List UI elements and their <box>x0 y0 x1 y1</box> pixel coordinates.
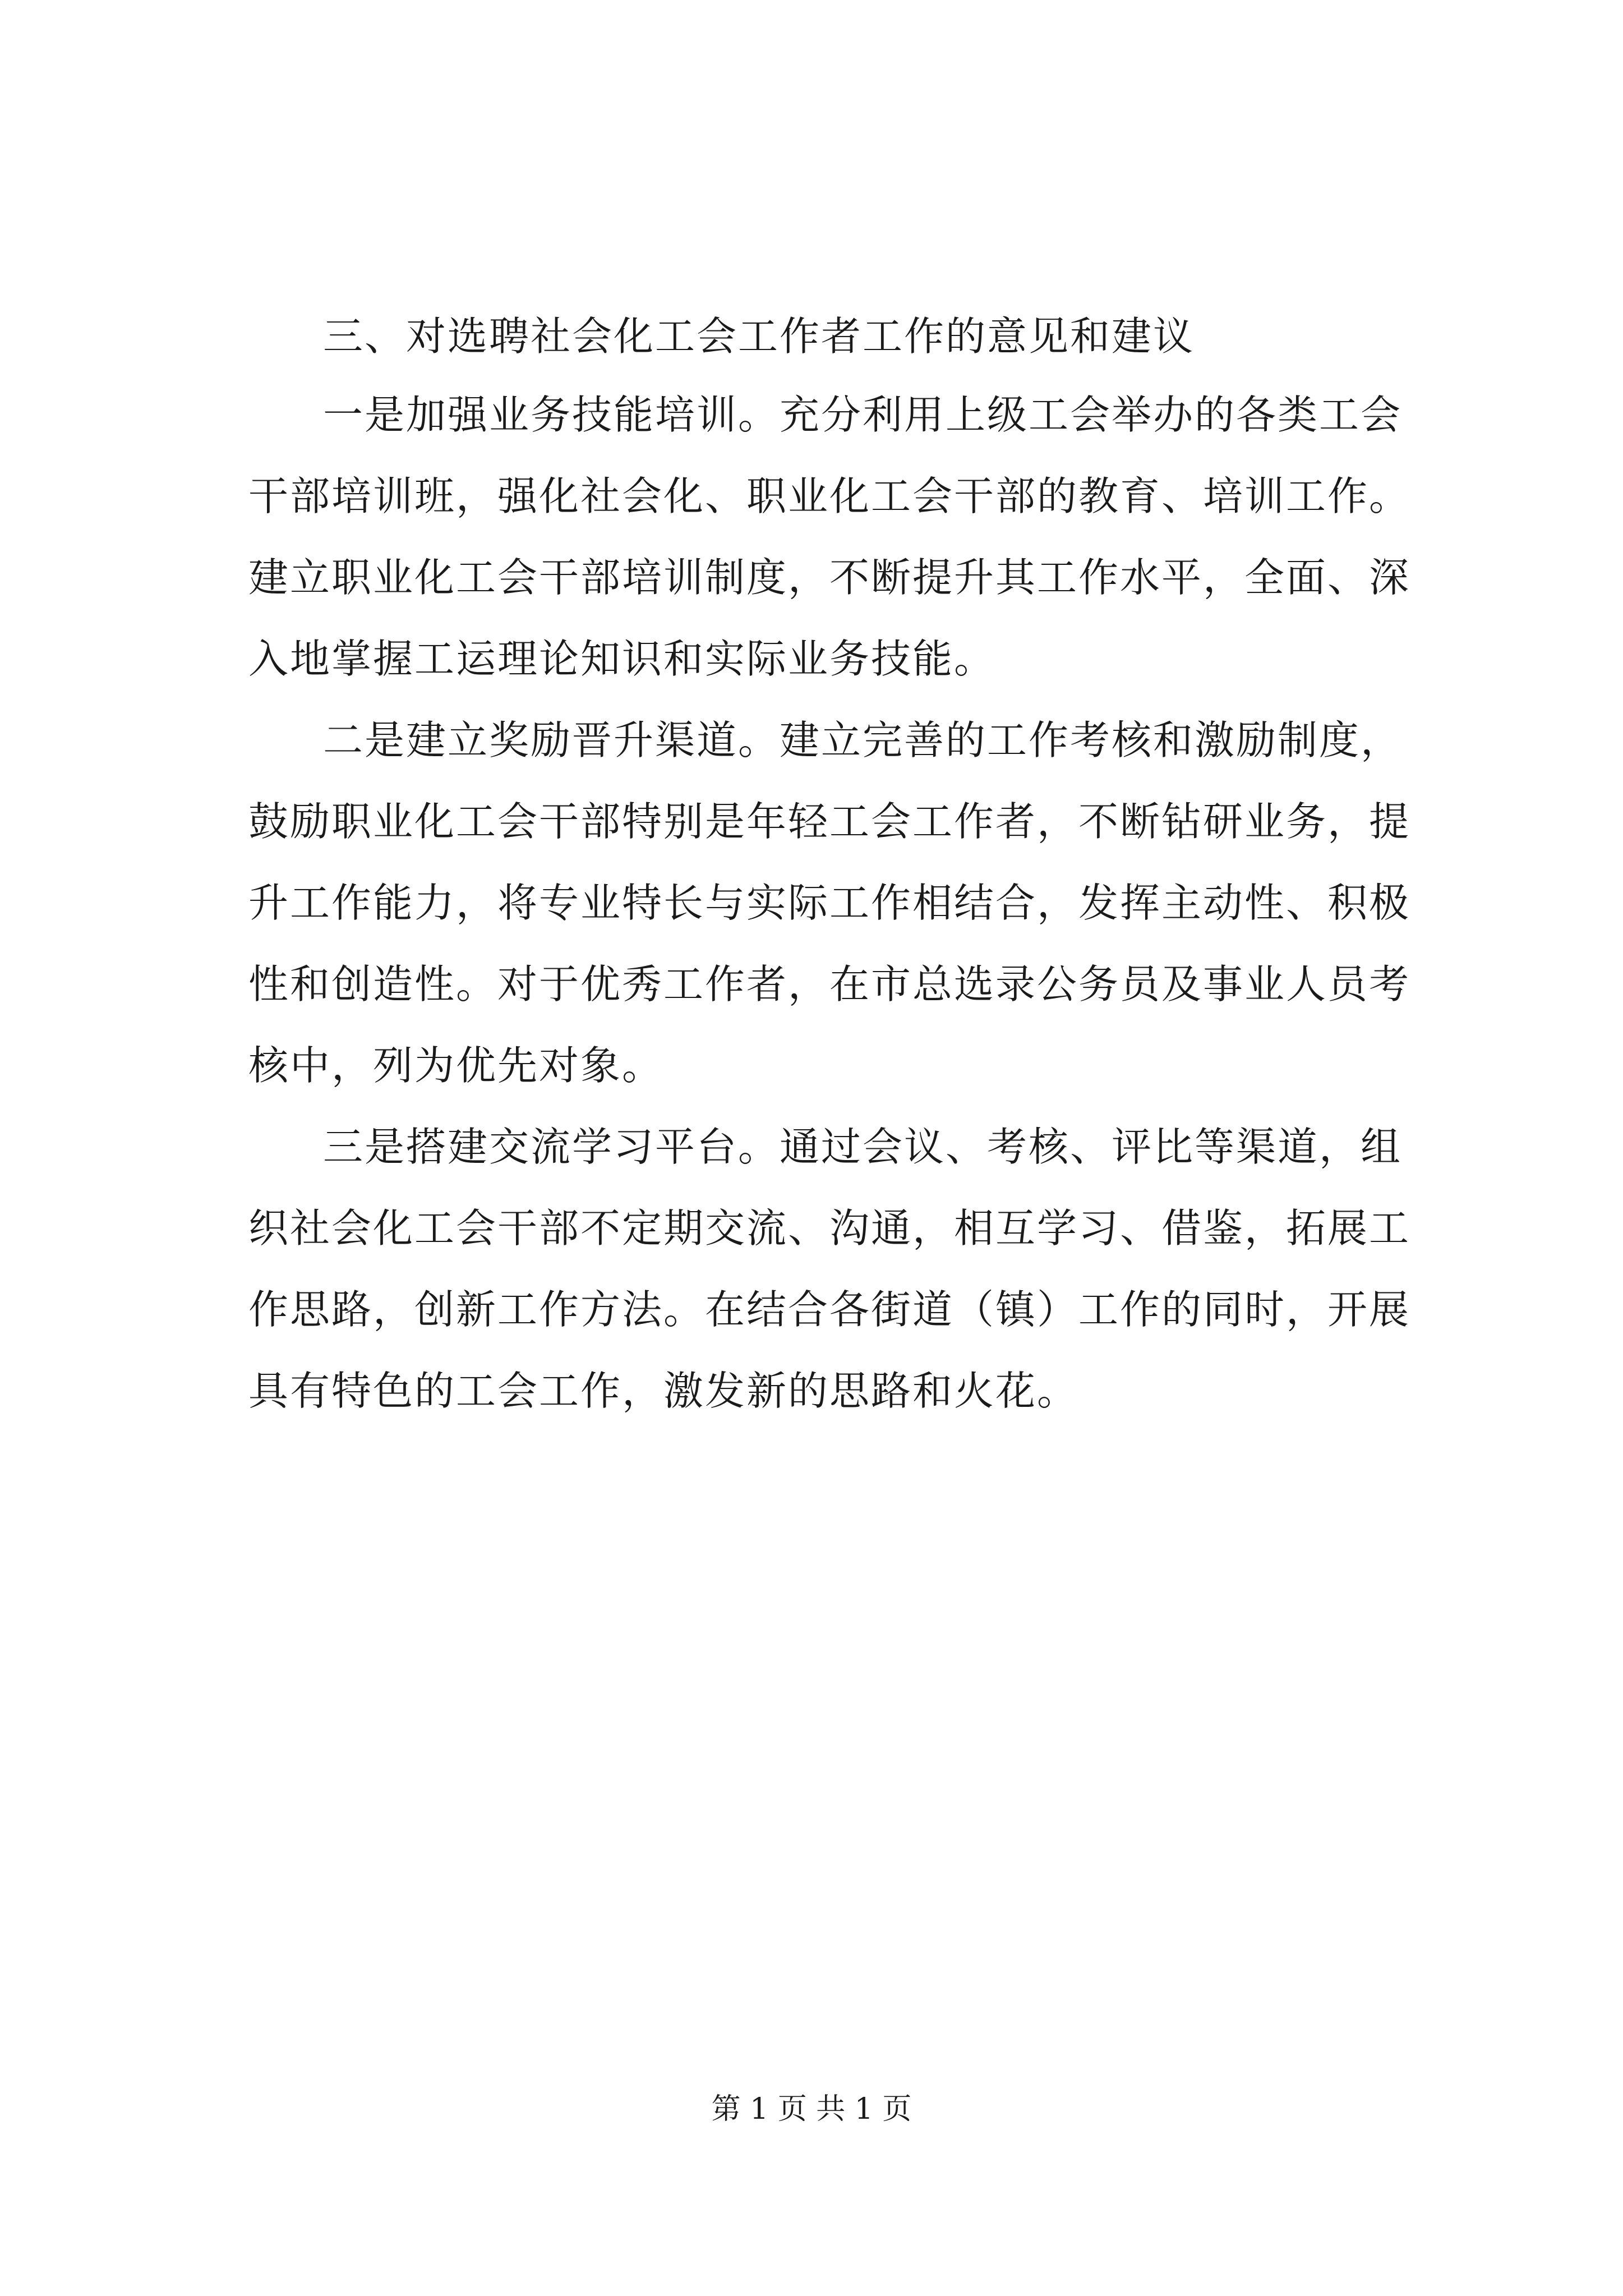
paragraph-1-line-4: 入地掌握工运理论知识和实际业务技能。 <box>248 636 996 682</box>
paragraph-3-line-4: 具有特色的工会工作，激发新的思路和火花。 <box>248 1368 1079 1414</box>
page-footer <box>0 2087 1623 2132</box>
paragraph-3-line-2: 织社会化工会干部不定期交流、沟通，相互学习、借鉴，拓展工 <box>248 1205 1411 1251</box>
paragraph-2-line-2: 鼓励职业化工会干部特别是年轻工会工作者，不断钻研业务，提 <box>248 798 1411 845</box>
paragraph-3-line-3: 作思路，创新工作方法。在结合各街道（镇）工作的同时，开展 <box>248 1286 1411 1333</box>
paragraph-1-line-3: 建立职业化工会干部培训制度，不断提升其工作水平，全面、深 <box>248 554 1411 601</box>
paragraph-2-line-5: 核中，列为优先对象。 <box>248 1042 664 1089</box>
paragraph-1-line-2: 干部培训班，强化社会化、职业化工会干部的教育、培训工作。 <box>248 473 1411 519</box>
paragraph-3-line-1: 三是搭建交流学习平台。通过会议、考核、评比等渠道，组 <box>323 1124 1403 1170</box>
paragraph-2-line-4: 性和创造性。对于优秀工作者，在市总选录公务员及事业人员考 <box>248 961 1411 1007</box>
section-heading: 三、对选聘社会化工会工作者工作的意见和建议 <box>323 313 1195 360</box>
paragraph-2-line-1: 二是建立奖励晋升渠道。建立完善的工作考核和激励制度， <box>323 717 1403 763</box>
paragraph-1-line-1: 一是加强业务技能培训。充分利用上级工会举办的各类工会 <box>323 392 1403 438</box>
page-number-label: 第 1 页 共 1 页 <box>711 2092 912 2126</box>
paragraph-2-line-3: 升工作能力，将专业特长与实际工作相结合，发挥主动性、积极 <box>248 880 1411 926</box>
